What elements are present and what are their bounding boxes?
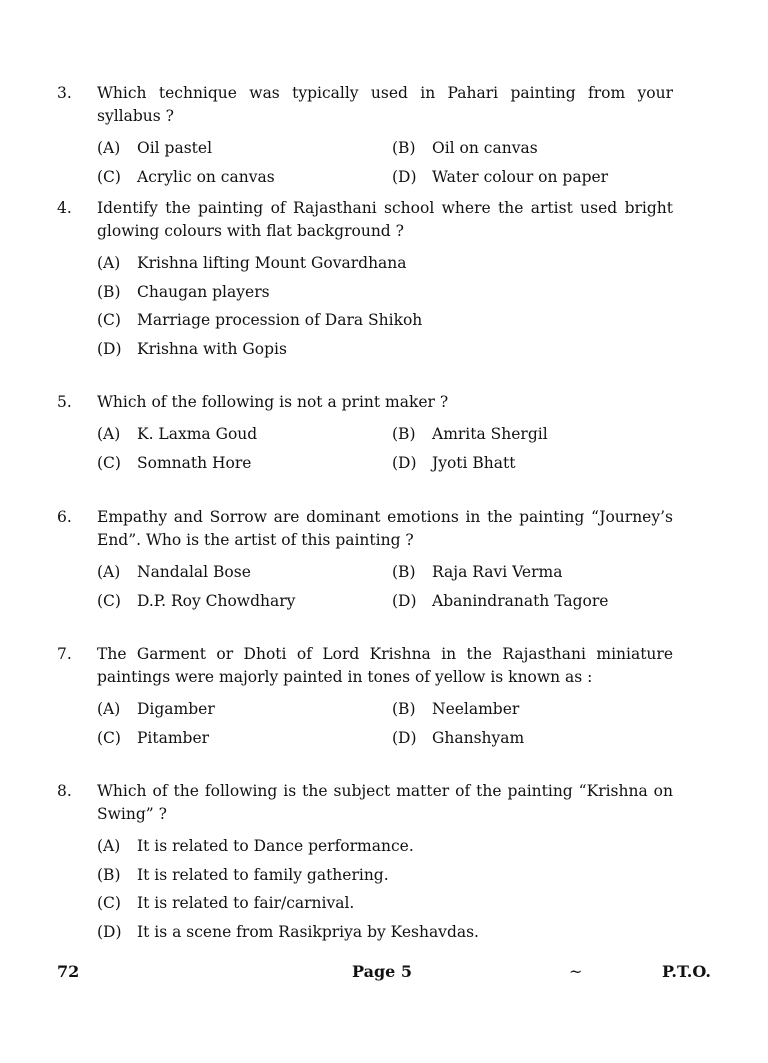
option-label: (A) (97, 837, 121, 856)
option-label: (C) (97, 453, 121, 472)
question-number: 5. (57, 393, 72, 411)
option-a (97, 837, 414, 855)
options (97, 420, 673, 477)
option-text: Krishna with Gopis (137, 339, 287, 358)
option-label: (B) (392, 700, 416, 719)
paper-code: 72 (57, 962, 80, 981)
option-text: Krishna lifting Mount Govardhana (137, 254, 407, 273)
question-8 (57, 780, 673, 946)
option-text: Acrylic on canvas (137, 167, 275, 186)
option-d (392, 592, 608, 610)
question-text: Which of the following is not a print maker ? (97, 393, 449, 411)
option-label: (B) (97, 865, 121, 884)
option-b (392, 425, 548, 443)
option-c (97, 894, 354, 912)
option-text: K. Laxma Goud (137, 425, 258, 444)
option-label: (D) (392, 167, 417, 186)
question-7 (57, 643, 673, 752)
page-footer (0, 962, 768, 986)
page-number: Page 5 (352, 962, 413, 981)
question-number: 4. (57, 199, 72, 217)
option-text: Oil on canvas (432, 139, 538, 158)
option-label: (A) (97, 139, 121, 158)
option-b (392, 563, 562, 581)
option-a (97, 425, 392, 443)
option-b (97, 866, 389, 884)
option-c (97, 592, 392, 610)
option-label: (D) (392, 591, 417, 610)
option-c (97, 168, 392, 186)
option-text: Marriage procession of Dara Shikoh (137, 311, 423, 330)
option-d (392, 729, 524, 747)
option-text: It is a scene from Rasikpriya by Keshavdas. (137, 922, 479, 941)
option-b (392, 139, 538, 157)
option-text: D.P. Roy Chowdhary (137, 591, 296, 610)
question-3 (57, 82, 673, 191)
question-text: Which of the following is the subject matter of the painting “Krishna on Swing” ? (97, 782, 673, 823)
option-text: It is related to fair/carnival. (137, 894, 355, 913)
option-text: Neelamber (432, 700, 520, 719)
option-text: Pitamber (137, 728, 210, 747)
option-text: Jyoti Bhatt (432, 453, 516, 472)
option-label: (C) (97, 894, 121, 913)
option-text: Oil pastel (137, 139, 213, 158)
option-label: (A) (97, 425, 121, 444)
option-text: Abanindranath Tagore (432, 591, 609, 610)
option-d (97, 923, 479, 941)
option-d (97, 340, 287, 358)
question-text: Identify the painting of Rajasthani school where the artist used bright glowing colours with flat background ? (97, 199, 673, 240)
option-d (392, 454, 516, 472)
question-4 (57, 197, 673, 363)
option-b (97, 283, 270, 301)
option-label: (D) (97, 339, 122, 358)
option-a (97, 254, 407, 272)
option-label: (C) (97, 728, 121, 747)
question-number: 6. (57, 508, 72, 526)
option-text: Ghanshyam (432, 728, 525, 747)
options (97, 695, 673, 752)
question-number: 8. (57, 782, 72, 800)
option-text: Chaugan players (137, 282, 270, 301)
option-label: (A) (97, 254, 121, 273)
question-text: Empathy and Sorrow are dominant emotions in the painting “Journey’s End”. Who is the artist of this painting ? (97, 508, 673, 549)
option-label: (B) (392, 425, 416, 444)
option-c (97, 311, 422, 329)
option-label: (D) (392, 728, 417, 747)
option-label: (A) (97, 563, 121, 582)
option-label: (B) (97, 282, 121, 301)
option-c (97, 729, 392, 747)
options (97, 249, 673, 363)
question-number: 7. (57, 645, 72, 663)
option-label: (C) (97, 591, 121, 610)
option-text: Digamber (137, 700, 215, 719)
option-d (392, 168, 608, 186)
question-text: Which technique was typically used in Pahari painting from your syllabus ? (97, 84, 673, 125)
options (97, 832, 673, 946)
option-label: (C) (97, 311, 121, 330)
option-text: Water colour on paper (432, 167, 609, 186)
option-a (97, 563, 392, 581)
option-text: Amrita Shergil (432, 425, 548, 444)
pto-label: P.T.O. (662, 962, 711, 981)
option-text: Nandalal Bose (137, 563, 251, 582)
question-6 (57, 506, 673, 615)
option-label: (B) (392, 563, 416, 582)
option-a (97, 139, 392, 157)
option-label: (B) (392, 139, 416, 158)
options (97, 134, 673, 191)
option-label: (C) (97, 167, 121, 186)
option-label: (D) (97, 922, 122, 941)
options (97, 558, 673, 615)
option-text: Somnath Hore (137, 453, 252, 472)
option-label: (D) (392, 453, 417, 472)
question-text: The Garment or Dhoti of Lord Krishna in the Rajasthani miniature paintings were majorly painted in tones of yellow is known as : (97, 645, 673, 686)
question-number: 3. (57, 84, 72, 102)
option-text: It is related to Dance performance. (137, 837, 414, 856)
option-label: (A) (97, 700, 121, 719)
option-text: Raja Ravi Verma (432, 563, 563, 582)
separator-tilde: ~ (569, 962, 583, 981)
option-a (97, 700, 392, 718)
question-5 (57, 391, 673, 477)
option-b (392, 700, 519, 718)
option-c (97, 454, 392, 472)
option-text: It is related to family gathering. (137, 865, 389, 884)
